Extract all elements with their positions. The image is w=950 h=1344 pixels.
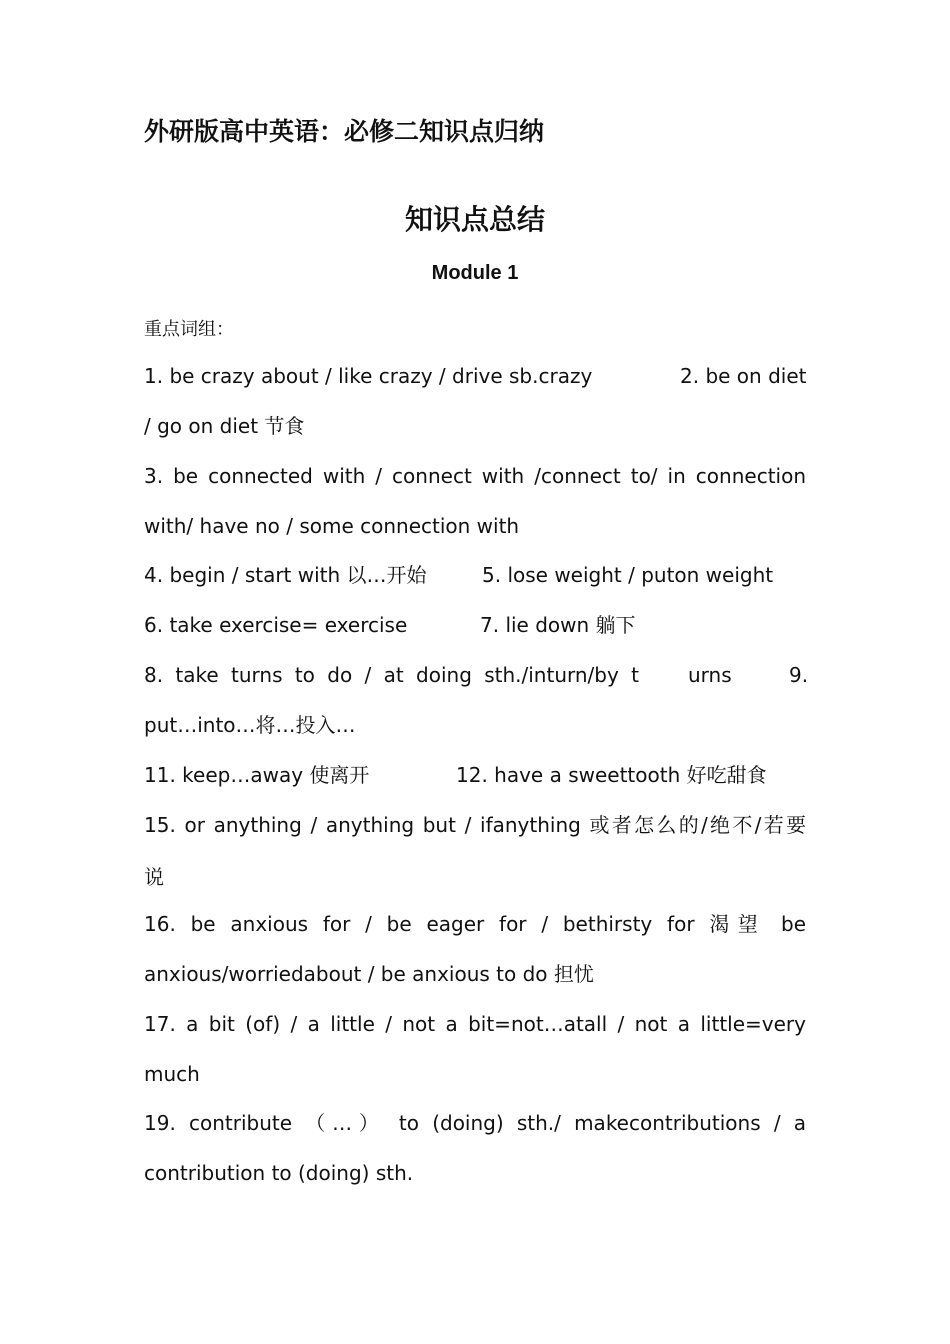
phrase-item-continued: contribution to (doing) sth.: [144, 1161, 414, 1185]
phrase-item: 16. be anxious for / be eager for / bethirsty for 渴望 be: [144, 912, 806, 936]
section-title: 知识点总结: [404, 203, 545, 236]
phrase-item-continued: with/ have no / some connection with: [144, 514, 520, 538]
phrase-item: 3. be connected with / connect with /connect to/ in connection: [144, 464, 806, 488]
phrase-item: 12. have a sweettooth 好吃甜食: [456, 763, 767, 787]
phrase-item: 2. be on diet: [680, 364, 807, 388]
phrase-item: 17. a bit (of) / a little / not a bit=not…atall / not a little=very: [144, 1012, 806, 1036]
document-title: 外研版高中英语：必修二知识点归纳: [144, 117, 545, 146]
phrase-item: 8. take turns to do / at doing sth./inturn/by t: [144, 663, 639, 687]
phrase-item: 19. contribute （…） to (doing) sth./ makecontributions / a: [144, 1111, 806, 1135]
phrase-item-continued: much: [144, 1062, 200, 1086]
phrase-list-label: 重点词组：: [144, 319, 234, 340]
phrase-item-continued: urns: [688, 663, 732, 687]
phrase-item: 4. begin / start with 以…开始: [144, 563, 427, 587]
phrase-item-continued: anxious/worriedabout / be anxious to do 担忧: [144, 962, 594, 986]
phrase-item-continued: 说: [144, 865, 164, 889]
phrase-item: 1. be crazy about / like crazy / drive sb.crazy: [144, 364, 593, 388]
phrase-item: 11. keep…away 使离开: [144, 763, 370, 787]
phrase-item-continued: / go on diet 节食: [144, 414, 305, 438]
phrase-item: 5. lose weight / puton weight: [482, 563, 774, 587]
phrase-item: 7. lie down 躺下: [480, 613, 636, 637]
phrase-item: 6. take exercise= exercise: [144, 613, 408, 637]
phrase-item: 15. or anything / anything but / ifanything 或者怎么的/绝不/若要: [144, 813, 806, 837]
phrase-item-continued: put…into…将…投入…: [144, 713, 356, 737]
module-title: Module 1: [431, 262, 519, 284]
phrase-item: 9.: [789, 663, 809, 687]
